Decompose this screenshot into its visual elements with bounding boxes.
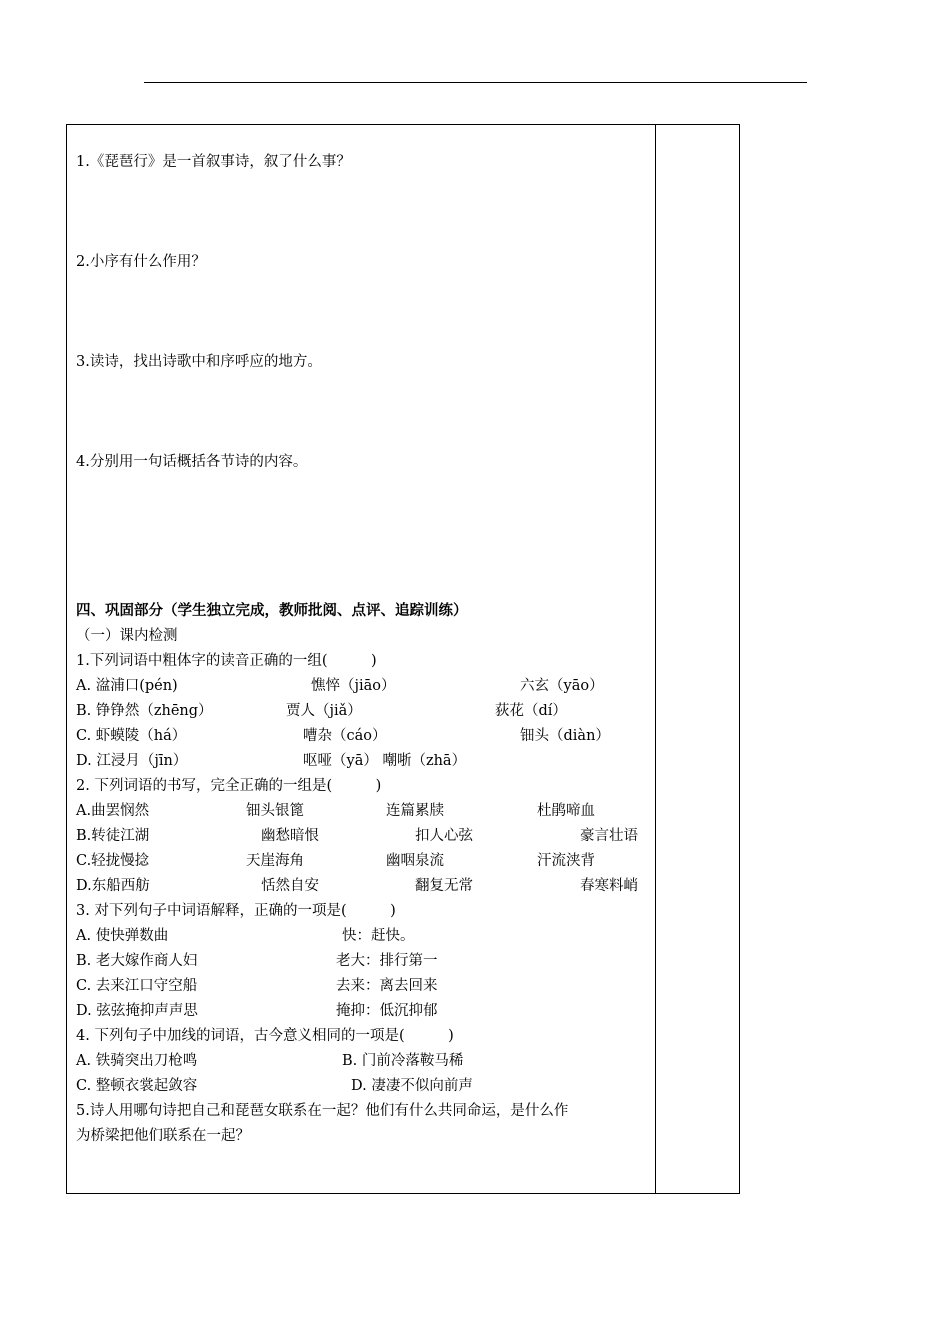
- option-cell: 恬然自安: [261, 878, 319, 894]
- option-cell: A.曲罢悯然: [76, 803, 150, 819]
- option-cell: 杜鹃啼血: [537, 803, 595, 819]
- option-cell: 汗流浃背: [537, 853, 595, 869]
- exercise-1-stem: 1.下列词语中粗体字的读音正确的一组( ): [76, 653, 377, 669]
- exercise-5-line-1: 5.诗人用哪句诗把自己和琵琶女联系在一起？他们有什么共同命运，是什么作: [76, 1103, 569, 1119]
- option-cell: 贾人（jiǎ）: [286, 703, 362, 719]
- option-cell: D. 江浸月（jīn）: [76, 753, 188, 769]
- option-cell: 六玄（yāo）: [520, 678, 604, 694]
- question-4: 4.分别用一句话概括各节诗的内容。: [76, 454, 308, 470]
- option-cell: 天崖海角: [246, 853, 304, 869]
- exercise-4-stem: 4. 下列句子中加线的词语，古今意义相同的一项是( ): [76, 1028, 454, 1044]
- option-cell: C. 去来江口守空船: [76, 978, 198, 994]
- option-cell: 老大：排行第一: [336, 953, 438, 969]
- side-column-divider: [655, 125, 656, 1193]
- option-cell: C. 整顿衣裳起敛容: [76, 1078, 198, 1094]
- exercise-5-line-2: 为桥梁把他们联系在一起？: [76, 1128, 250, 1144]
- option-cell: D. 凄凄不似向前声: [351, 1078, 473, 1094]
- option-cell: 豪言壮语: [580, 828, 638, 844]
- worksheet-table: [66, 124, 740, 1194]
- option-cell: 去来：离去回来: [336, 978, 438, 994]
- question-3: 3.读诗，找出诗歌中和序呼应的地方。: [76, 354, 322, 370]
- option-cell: 扣人心弦: [415, 828, 473, 844]
- option-cell: 嘈杂（cáo）: [303, 728, 387, 744]
- option-cell: 快：赶快。: [342, 928, 415, 944]
- option-cell: 春寒料峭: [580, 878, 638, 894]
- option-cell: D. 弦弦掩抑声声思: [76, 1003, 198, 1019]
- option-cell: 连篇累牍: [386, 803, 444, 819]
- option-cell: A. 湓浦口(pén): [76, 678, 178, 694]
- header-rule: [144, 82, 807, 83]
- section-heading: 四、巩固部分（学生独立完成，教师批阅、点评、追踪训练）: [76, 602, 468, 619]
- option-cell: 憔悴（jiāo）: [311, 678, 396, 694]
- question-2: 2.小序有什么作用？: [76, 254, 206, 270]
- subsection-heading: （一）课内检测: [76, 628, 178, 644]
- option-cell: D.东船西舫: [76, 878, 150, 894]
- option-cell: C. 虾蟆陵（há）: [76, 728, 187, 744]
- option-cell: B. 铮铮然（zhēng）: [76, 703, 213, 719]
- option-cell: 钿头银篦: [246, 803, 304, 819]
- question-1: 1.《琵琶行》是一首叙事诗，叙了什么事？: [76, 154, 351, 170]
- option-cell: A. 铁骑突出刀枪鸣: [76, 1053, 198, 1069]
- option-cell: B.转徒江湖: [76, 828, 150, 844]
- option-cell: A. 使快弹数曲: [76, 928, 169, 944]
- exercise-3-stem: 3. 对下列句子中词语解释，正确的一项是( ): [76, 903, 396, 919]
- option-cell: 幽愁暗恨: [261, 828, 319, 844]
- option-cell: 荻花（dí）: [495, 703, 567, 719]
- option-cell: 呕哑（yā） 嘲哳（zhā）: [303, 753, 467, 769]
- option-cell: 翻复无常: [415, 878, 473, 894]
- option-cell: B. 老大嫁作商人妇: [76, 953, 198, 969]
- option-cell: 幽咽泉流: [386, 853, 444, 869]
- option-cell: 钿头（diàn）: [520, 728, 610, 744]
- exercise-2-stem: 2. 下列词语的书写，完全正确的一组是( ): [76, 778, 382, 794]
- option-cell: 掩抑：低沉抑郁: [336, 1003, 438, 1019]
- option-cell: C.轻拢慢捻: [76, 853, 150, 869]
- option-cell: B. 门前冷落鞍马稀: [342, 1053, 464, 1069]
